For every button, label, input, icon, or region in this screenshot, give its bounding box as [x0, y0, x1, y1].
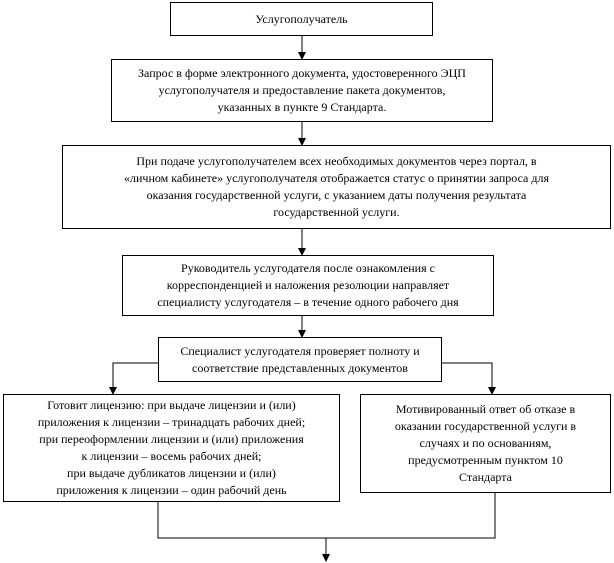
box-manager-resolution-text: Руководитель услугодателя после ознакомления с корреспонденцией и наложения резолюции направляет специалисту услугодателя – в течение одного рабочего дня: [157, 261, 459, 309]
box-prepare-license: [3, 394, 340, 502]
box-prepare-license-text: Готовит лицензию: при выдаче лицензии и (или) приложения к лицензии – тринадцать рабочих дней; при переоформлении лицензии и (или) приложения к лицензии – восемь рабочих дней; при выдаче дубликатов лицензии и (или) приложения к лицензии – один рабочий день: [37, 398, 306, 497]
arrow-5-left: [113, 363, 158, 394]
box-service-recipient: [170, 2, 433, 36]
box-refusal-text: Мотивированный ответ об отказе в оказании государственной услуги в случаях и по основаниям, предусмотренным пунктом 10 Стандарта: [394, 402, 577, 484]
arrow-5-right: [442, 363, 492, 394]
box-portal-status: [62, 145, 611, 229]
box-specialist-check: [158, 337, 442, 382]
box-portal-status-text: При подаче услугополучателем всех необходимых документов через портал, в «личном кабинете» услугополучателя отображается статус о принятии запроса для оказания государственной услуги, с указанием даты получения результата государственной услуги.: [124, 154, 549, 219]
box-manager-resolution: [122, 255, 494, 316]
box-electronic-request-text: Запрос в форме электронного документа, удостоверенного ЭЦП услугополучателя и предоставление пакета документов, указанных в пункте 9 Стандарта.: [138, 66, 466, 114]
box-service-recipient-text: Услугополучатель: [255, 11, 348, 26]
box-refusal: [360, 394, 611, 493]
box-electronic-request: [111, 59, 493, 122]
box-specialist-check-text: Специалист услугодателя проверяет полноту и соответствие представленных документов: [180, 343, 420, 375]
